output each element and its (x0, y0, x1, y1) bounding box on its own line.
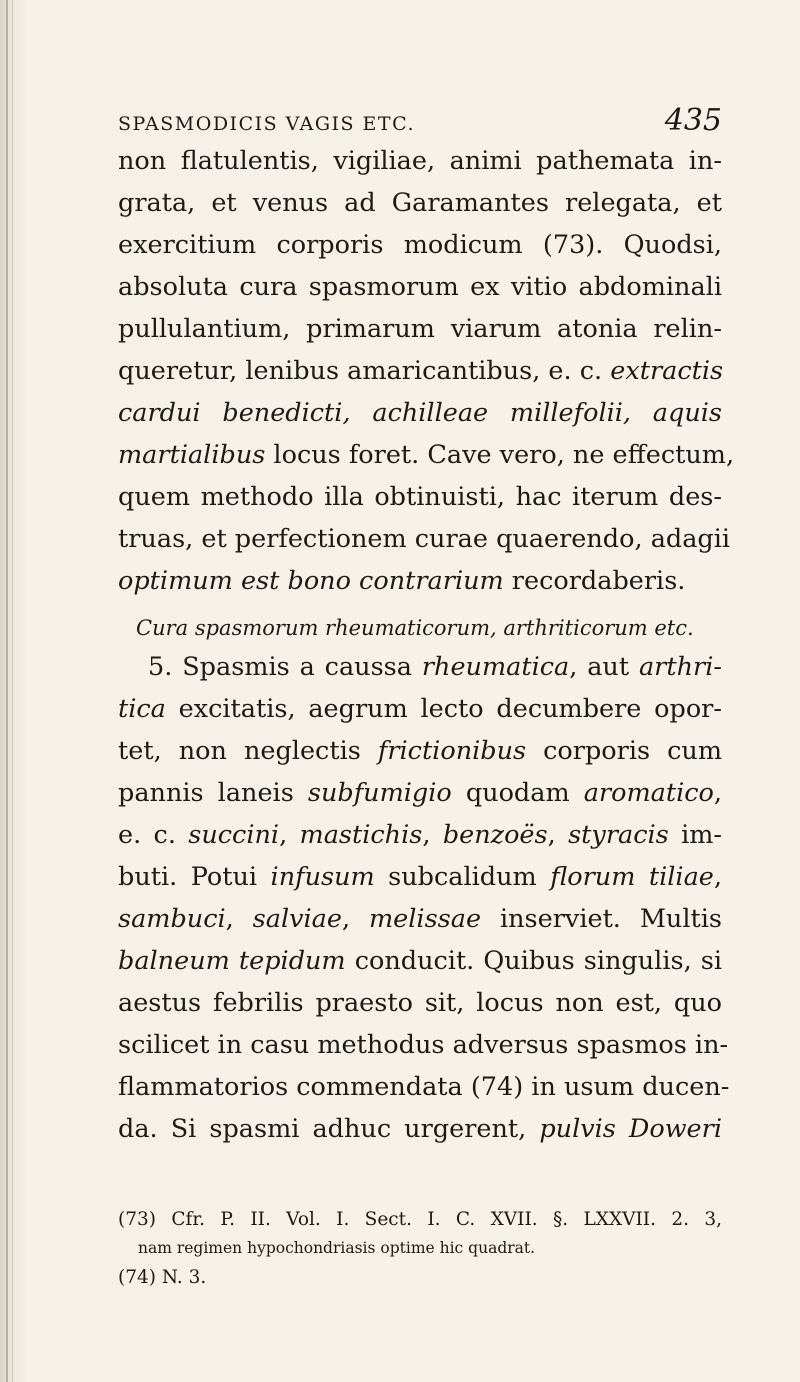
italic-term: infusum (270, 862, 375, 892)
running-head: SPASMODICIS VAGIS ETC. (118, 113, 415, 135)
italic-term: salviae (252, 904, 342, 934)
text-line: queretur, lenibus amaricantibus, e. c. extractis (118, 356, 724, 386)
text-line: sambuci, salviae, melissae inserviet. Multis (118, 904, 722, 934)
text-line: truas, et perfectionem curae quaerendo, adagii (118, 524, 731, 554)
text-line: optimum est bono contrarium recordaberis. (118, 566, 686, 596)
text-line: pullulantium, primarum viarum atonia relin- (118, 314, 722, 344)
binding-edge (6, 0, 8, 1382)
italic-term: aromatico (583, 778, 714, 808)
text-line: aestus febrilis praesto sit, locus non est, quo (118, 988, 722, 1018)
footnote-74: (74) N. 3. (118, 1267, 207, 1288)
text-line: martialibus locus foret. Cave vero, ne effectum, (118, 440, 735, 470)
italic-term: sambuci (118, 904, 226, 934)
text-line: balneum tepidum conducit. Quibus singulis, si (118, 946, 722, 976)
text-line: grata, et venus ad Garamantes relegata, et (118, 188, 722, 218)
italic-term: melissae (369, 904, 482, 934)
footnotes (118, 1205, 722, 1292)
italic-term: arthri- (638, 652, 722, 682)
italic-term: florum tiliae (550, 862, 714, 892)
italic-term: cardui benedicti, achilleae millefolii, aquis (118, 398, 722, 428)
italic-term: benzoës (442, 820, 548, 850)
text-line: tica excitatis, aegrum lecto decumbere opor- (118, 694, 722, 724)
italic-term: tica (118, 694, 166, 724)
italic-term: martialibus (118, 440, 266, 470)
section-heading: Cura spasmorum rheumaticorum, arthriticorum etc. (136, 616, 694, 640)
italic-term: mastichis (299, 820, 423, 850)
main-text (118, 140, 735, 1150)
italic-term: balneum tepidum (118, 946, 346, 976)
italic-term: pulvis Doweri (539, 1114, 722, 1144)
footnote-73: (73) Cfr. P. II. Vol. I. Sect. I. C. XVII. §. LXXVII. 2. 3, (118, 1209, 722, 1230)
text-line: flammatorios commendata (74) in usum ducen- (118, 1072, 730, 1102)
text-line: pannis laneis subfumigio quodam aromatico, (118, 778, 722, 808)
text-line: e. c. succini, mastichis, benzoës, styracis im- (118, 820, 723, 850)
text-line: da. Si spasmi adhuc urgerent, pulvis Doweri (118, 1114, 722, 1144)
footnote-73-continuation: nam regimen hypochondriasis optime hic quadrat. (138, 1239, 536, 1257)
text-line: buti. Potui infusum subcalidum florum tiliae, (118, 862, 722, 892)
page-header (118, 103, 722, 143)
text-line: quem methodo illa obtinuisti, hac iterum des- (118, 482, 722, 512)
italic-term: styracis (568, 820, 669, 850)
text-line: non flatulentis, vigiliae, animi pathemata in- (118, 146, 722, 176)
text-line: exercitium corporis modicum (73). Quodsi, (118, 230, 722, 260)
italic-term: frictionibus (377, 736, 527, 766)
text-line: tet, non neglectis frictionibus corporis cum (118, 736, 723, 766)
text-line: scilicet in casu methodus adversus spasmos in- (118, 1030, 729, 1060)
text-line: absoluta cura spasmorum ex vitio abdominali (118, 272, 722, 302)
italic-term: extractis (610, 356, 724, 386)
text-line: 5. Spasmis a caussa rheumatica, aut arthri- (148, 652, 722, 682)
binding-edge-inner (12, 0, 13, 1382)
text-line (118, 392, 722, 434)
italic-term: rheumatica (421, 652, 570, 682)
italic-term: succini (188, 820, 280, 850)
page-number: 435 (664, 103, 722, 138)
italic-term: optimum est bono contrarium (118, 566, 504, 596)
italic-term: subfumigio (307, 778, 452, 808)
